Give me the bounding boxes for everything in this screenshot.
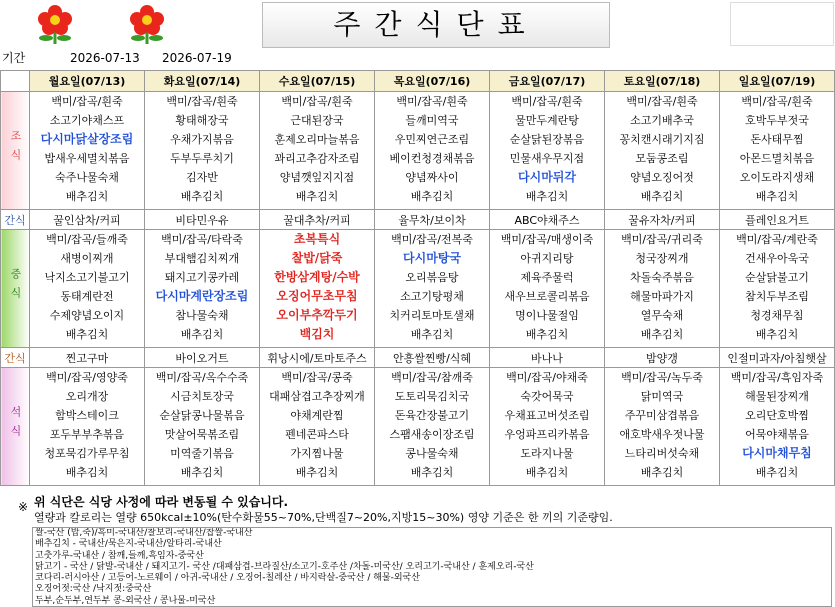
meal-cell xyxy=(30,92,145,210)
snack-cell: 안흥쌀찐빵/식혜 xyxy=(375,348,490,368)
menu-item: 민물새우무지점 xyxy=(509,152,585,165)
day-header: 목요일(07/16) xyxy=(375,71,490,92)
menu-item: 스팸새송이장조림 xyxy=(389,428,475,441)
menu-item: 배추김치 xyxy=(180,190,224,203)
header-box xyxy=(730,2,834,46)
menu-item: 백미/잡곡/타락죽 xyxy=(161,233,243,246)
menu-item: 새병이찌개 xyxy=(60,252,114,265)
meal-cell xyxy=(720,92,835,210)
menu-item: 김자반 xyxy=(186,171,218,184)
menu-item: 다시마닭살장조림 xyxy=(40,132,134,146)
category-snack1: 간식 xyxy=(1,210,30,230)
menu-item: 다시마계란장조림 xyxy=(155,289,249,303)
menu-item: 근대된장국 xyxy=(290,114,344,127)
day-header: 화요일(07/14) xyxy=(145,71,260,92)
menu-item: 맛살어묵볶조림 xyxy=(164,428,240,441)
menu-item: 꽈리고추감자조림 xyxy=(274,152,360,165)
menu-item: 돈사태무찜 xyxy=(750,133,804,146)
menu-item: 콩나물숙채 xyxy=(405,447,459,460)
menu-item: 백미/잡곡/영양죽 xyxy=(46,371,128,384)
dinner-row xyxy=(1,368,835,486)
menu-item: 찰밥/닭죽 xyxy=(291,251,343,265)
menu-item: 도토리묵김치국 xyxy=(394,390,470,403)
menu-item: 순살닭불고기 xyxy=(745,271,809,284)
day-header-row xyxy=(1,71,835,92)
menu-item: 물만두계란탕 xyxy=(515,114,579,127)
day-header: 토요일(07/18) xyxy=(605,71,720,92)
snack-cell: 꿀인삼차/커피 xyxy=(30,210,145,230)
menu-item: 초복특식 xyxy=(293,232,341,246)
period-label: 기간 xyxy=(2,51,26,65)
menu-item: 호박두부젓국 xyxy=(745,114,809,127)
snack-cell: 인절미과자/아침햇살 xyxy=(720,348,835,368)
meal-cell xyxy=(30,368,145,486)
menu-item: 배추김치 xyxy=(295,190,339,203)
origin-line: 코다리-러시아산 / 고등어-노르웨이 / 아귀-국내산 / 오징어-칠레산 / 바지락살-중국산 / 해물-외국산 xyxy=(35,573,420,584)
asterisk-mark: ※ xyxy=(18,500,29,514)
breakfast-row xyxy=(1,92,835,210)
meal-cell xyxy=(260,92,375,210)
meal-cell xyxy=(145,230,260,348)
menu-item: 백미/잡곡/흰죽 xyxy=(166,95,238,108)
notes-section xyxy=(0,491,835,607)
menu-item: 야채계란찜 xyxy=(290,409,344,422)
menu-item: 오리볶음탕 xyxy=(405,271,459,284)
menu-item: 펜네콘파스타 xyxy=(285,428,349,441)
meal-cell xyxy=(30,230,145,348)
meal-cell xyxy=(490,92,605,210)
menu-item: 백미/잡곡/전복죽 xyxy=(391,233,473,246)
meal-cell xyxy=(375,92,490,210)
menu-item: 백미/잡곡/계란죽 xyxy=(736,233,818,246)
menu-item: 베이컨청경채볶음 xyxy=(389,152,475,165)
menu-item: 부대햄김치찌개 xyxy=(164,252,240,265)
menu-item: 다시마탕국 xyxy=(403,251,461,265)
menu-item: 백미/잡곡/녹두죽 xyxy=(621,371,703,384)
meal-cell xyxy=(605,230,720,348)
menu-item: 백미/잡곡/매생이죽 xyxy=(500,233,594,246)
menu-item: 우엉파프리카볶음 xyxy=(504,428,590,441)
meal-cell xyxy=(490,368,605,486)
menu-item: 배추김치 xyxy=(180,328,224,341)
menu-item: 제육주물럭 xyxy=(520,271,574,284)
menu-item: 백미/잡곡/흑임자죽 xyxy=(730,371,824,384)
menu-item: 동태계란전 xyxy=(60,290,114,303)
menu-item: 배추김치 xyxy=(755,466,799,479)
day-header: 일요일(07/19) xyxy=(720,71,835,92)
period-row xyxy=(0,48,835,68)
period-start: 2026-07-13 xyxy=(70,51,140,65)
menu-item: 포두부부추볶음 xyxy=(49,428,125,441)
meal-cell xyxy=(720,230,835,348)
snack-cell: 찐고구마 xyxy=(30,348,145,368)
menu-item: 오이부추깍두기 xyxy=(276,308,358,322)
menu-item: 백미/잡곡/흰죽 xyxy=(626,95,698,108)
menu-item: 오징어무초무침 xyxy=(276,289,358,303)
snack-cell: 바이오거트 xyxy=(145,348,260,368)
notice-text: 위 식단은 식당 사정에 따라 변동될 수 있습니다. xyxy=(34,495,289,509)
menu-item: 백미/잡곡/귀리죽 xyxy=(621,233,703,246)
menu-item: 한방삼계탕/수박 xyxy=(274,270,360,284)
menu-item: 백미/잡곡/흰죽 xyxy=(741,95,813,108)
menu-item: 미역줄기볶음 xyxy=(170,447,234,460)
corner-cell xyxy=(1,71,30,92)
menu-item: 배추김치 xyxy=(755,328,799,341)
menu-item: 훈제오리마늘볶음 xyxy=(274,133,360,146)
menu-item: 배추김치 xyxy=(640,466,684,479)
menu-item: 백미/잡곡/흰죽 xyxy=(396,95,468,108)
snack-cell: 휘낭시에/토마토주스 xyxy=(260,348,375,368)
meal-cell xyxy=(375,368,490,486)
category-snack2: 간식 xyxy=(1,348,30,368)
origin-line: 두부,순두부,연두부 콩-외국산 / 콩나물-미국산 xyxy=(35,595,216,606)
meal-cell xyxy=(720,368,835,486)
menu-item: 아귀지리탕 xyxy=(520,252,574,265)
menu-item: 참나물숙채 xyxy=(175,309,229,322)
menu-item: 순살닭된장볶음 xyxy=(509,133,585,146)
flower-icon xyxy=(32,4,78,44)
menu-item: 우채표고버섯조림 xyxy=(504,409,590,422)
menu-item: 꽁치캔시래기지짐 xyxy=(619,133,705,146)
snack-cell: 꿀대추차/커피 xyxy=(260,210,375,230)
day-header: 금요일(07/17) xyxy=(490,71,605,92)
menu-item: 백김치 xyxy=(299,327,335,341)
menu-item: 오리개장 xyxy=(65,390,109,403)
menu-item: 해물마파가지 xyxy=(630,290,694,303)
menu-item: 배추김치 xyxy=(65,466,109,479)
meal-cell xyxy=(145,92,260,210)
menu-item: 배추김치 xyxy=(755,190,799,203)
menu-item: 도라지나물 xyxy=(520,447,574,460)
meal-cell xyxy=(260,230,375,348)
origin-line: 쌀-국산 (밥,죽)/흑미-국내산/찰보리-국내산/찹쌀-국내산 xyxy=(35,528,253,538)
menu-item: 백미/잡곡/참깨죽 xyxy=(391,371,473,384)
title-row xyxy=(0,0,835,48)
snack-cell: 비타민우유 xyxy=(145,210,260,230)
snack-cell: 율무차/보이차 xyxy=(375,210,490,230)
menu-item: 열무숙채 xyxy=(640,309,684,322)
snack-cell: 바나나 xyxy=(490,348,605,368)
menu-item: 닭미역국 xyxy=(640,390,684,403)
menu-item: 숙주나물숙채 xyxy=(55,171,119,184)
flower-icon xyxy=(124,4,170,44)
category-dinner: 석식 xyxy=(1,368,30,486)
menu-item: 아몬드멸치볶음 xyxy=(739,152,815,165)
menu-item: 청국장찌개 xyxy=(635,252,689,265)
menu-table xyxy=(0,70,835,486)
meal-cell xyxy=(145,368,260,486)
menu-item: 오리단호박찜 xyxy=(745,409,809,422)
menu-item: 두부두루치기 xyxy=(170,152,234,165)
menu-item: 배추김치 xyxy=(525,328,569,341)
origin-line: 오징어젓:국산 /낙지젓:중국산 xyxy=(35,584,152,595)
origin-list xyxy=(32,527,832,607)
menu-item: 소고기탕평채 xyxy=(400,290,464,303)
menu-item: 우민찌연근조림 xyxy=(394,133,470,146)
menu-item: 우채가지볶음 xyxy=(170,133,234,146)
lunch-row xyxy=(1,230,835,348)
menu-item: 백미/잡곡/흰죽 xyxy=(281,95,353,108)
menu-item: 황태해장국 xyxy=(175,114,229,127)
menu-item: 명이나물절임 xyxy=(515,309,579,322)
meal-cell xyxy=(375,230,490,348)
snack-cell: 꿀유자차/커피 xyxy=(605,210,720,230)
menu-item: 시금치토장국 xyxy=(170,390,234,403)
nutrition-formula: 열량과 칼로리는 열량 650kcal±10%(탄수화물55~70%,단백질7~20%,지방15~30%) 영양 기준은 한 끼의 기준량임. xyxy=(34,511,613,524)
menu-item: 낙지소고기불고기 xyxy=(44,271,130,284)
menu-item: 배추김치 xyxy=(65,328,109,341)
menu-item: 백미/잡곡/흰죽 xyxy=(511,95,583,108)
menu-item: 느타리버섯숙채 xyxy=(624,447,700,460)
menu-item: 배추김치 xyxy=(525,190,569,203)
menu-item: 다시마뒤각 xyxy=(518,170,576,184)
menu-item: 숙갓어묵국 xyxy=(520,390,574,403)
menu-item: 양념오징어젓 xyxy=(630,171,694,184)
menu-item: 대패삼겹고추장찌개 xyxy=(269,390,365,403)
menu-item: 치커리토마토샐채 xyxy=(389,309,475,322)
meal-cell xyxy=(605,368,720,486)
snack2-row xyxy=(1,348,835,368)
meal-cell xyxy=(605,92,720,210)
snack1-row xyxy=(1,210,835,230)
menu-item: 배추김치 xyxy=(180,466,224,479)
snack-cell: 플레인요거트 xyxy=(720,210,835,230)
menu-item: 해물된장찌개 xyxy=(745,390,809,403)
menu-item: 배추김치 xyxy=(410,466,454,479)
page-title: 주간식단표 xyxy=(262,2,610,48)
menu-item: 배추김치 xyxy=(295,466,339,479)
menu-item: 청포묵김가루무침 xyxy=(44,447,130,460)
menu-item: 백미/잡곡/옥수수죽 xyxy=(155,371,249,384)
menu-item: 애호박새우젓나물 xyxy=(619,428,705,441)
meal-cell xyxy=(490,230,605,348)
menu-item: 백미/잡곡/흰죽 xyxy=(51,95,123,108)
menu-item: 순살닭콩나물볶음 xyxy=(159,409,245,422)
menu-item: 들깨미역국 xyxy=(405,114,459,127)
menu-item: 양념깻잎지지점 xyxy=(279,171,355,184)
period-end: 2026-07-19 xyxy=(162,51,232,65)
menu-item: 백미/잡곡/들깨죽 xyxy=(46,233,128,246)
menu-item: 백미/잡곡/콩죽 xyxy=(281,371,353,384)
category-lunch: 중식 xyxy=(1,230,30,348)
menu-item: 가지찜나물 xyxy=(290,447,344,460)
origin-line: 닭고기 - 국산 / 닭발-국내산 / 돼지고기- 국산 /대패삼겹-브라질산/소고기-호주산 /차돌-미국산/ 오리고기-국내산 / 훈제오리-국산 xyxy=(35,561,534,572)
menu-item: 배추김치 xyxy=(65,190,109,203)
snack-cell: ABC야채주스 xyxy=(490,210,605,230)
menu-item: 주꾸미삼겹볶음 xyxy=(624,409,700,422)
menu-item: 청경채무침 xyxy=(750,309,804,322)
menu-item: 백미/잡곡/야채죽 xyxy=(506,371,588,384)
menu-item: 모둠콩조림 xyxy=(635,152,689,165)
menu-item: 소고기야채스프 xyxy=(49,114,125,127)
snack-cell: 밤양갱 xyxy=(605,348,720,368)
meal-cell xyxy=(260,368,375,486)
menu-item: 배추김치 xyxy=(640,190,684,203)
menu-item: 어묵야채볶음 xyxy=(745,428,809,441)
day-header: 월요일(07/13) xyxy=(30,71,145,92)
menu-item: 참치두부조림 xyxy=(745,290,809,303)
menu-item: 소고기배추국 xyxy=(630,114,694,127)
origin-line: 배추김치 - 국내산/묵은지-국내산/알타리-국내산 xyxy=(35,539,222,550)
menu-item: 함박스테이크 xyxy=(55,409,119,422)
origin-line: 고춧가루-국내산 / 참깨,들깨,흑임자-중국산 xyxy=(35,550,204,561)
menu-item: 배추김치 xyxy=(640,328,684,341)
menu-item: 배추김치 xyxy=(410,328,454,341)
menu-item: 양념짜사이 xyxy=(405,171,459,184)
menu-item: 배추김치 xyxy=(410,190,454,203)
menu-item: 배추김치 xyxy=(525,466,569,479)
menu-item: 돼지고기콩카레 xyxy=(164,271,240,284)
menu-item: 오이도라지생채 xyxy=(739,171,815,184)
menu-item: 건새우아욱국 xyxy=(745,252,809,265)
category-breakfast: 조식 xyxy=(1,92,30,210)
menu-item: 다시마채무침 xyxy=(742,446,812,460)
menu-item: 차돌숙주볶음 xyxy=(630,271,694,284)
day-header: 수요일(07/15) xyxy=(260,71,375,92)
menu-item: 수제양념오이지 xyxy=(49,309,125,322)
menu-item: 돈육간장불고기 xyxy=(394,409,470,422)
menu-item: 새우브로콜리볶음 xyxy=(504,290,590,303)
menu-item: 밥새우세멸치볶음 xyxy=(44,152,130,165)
